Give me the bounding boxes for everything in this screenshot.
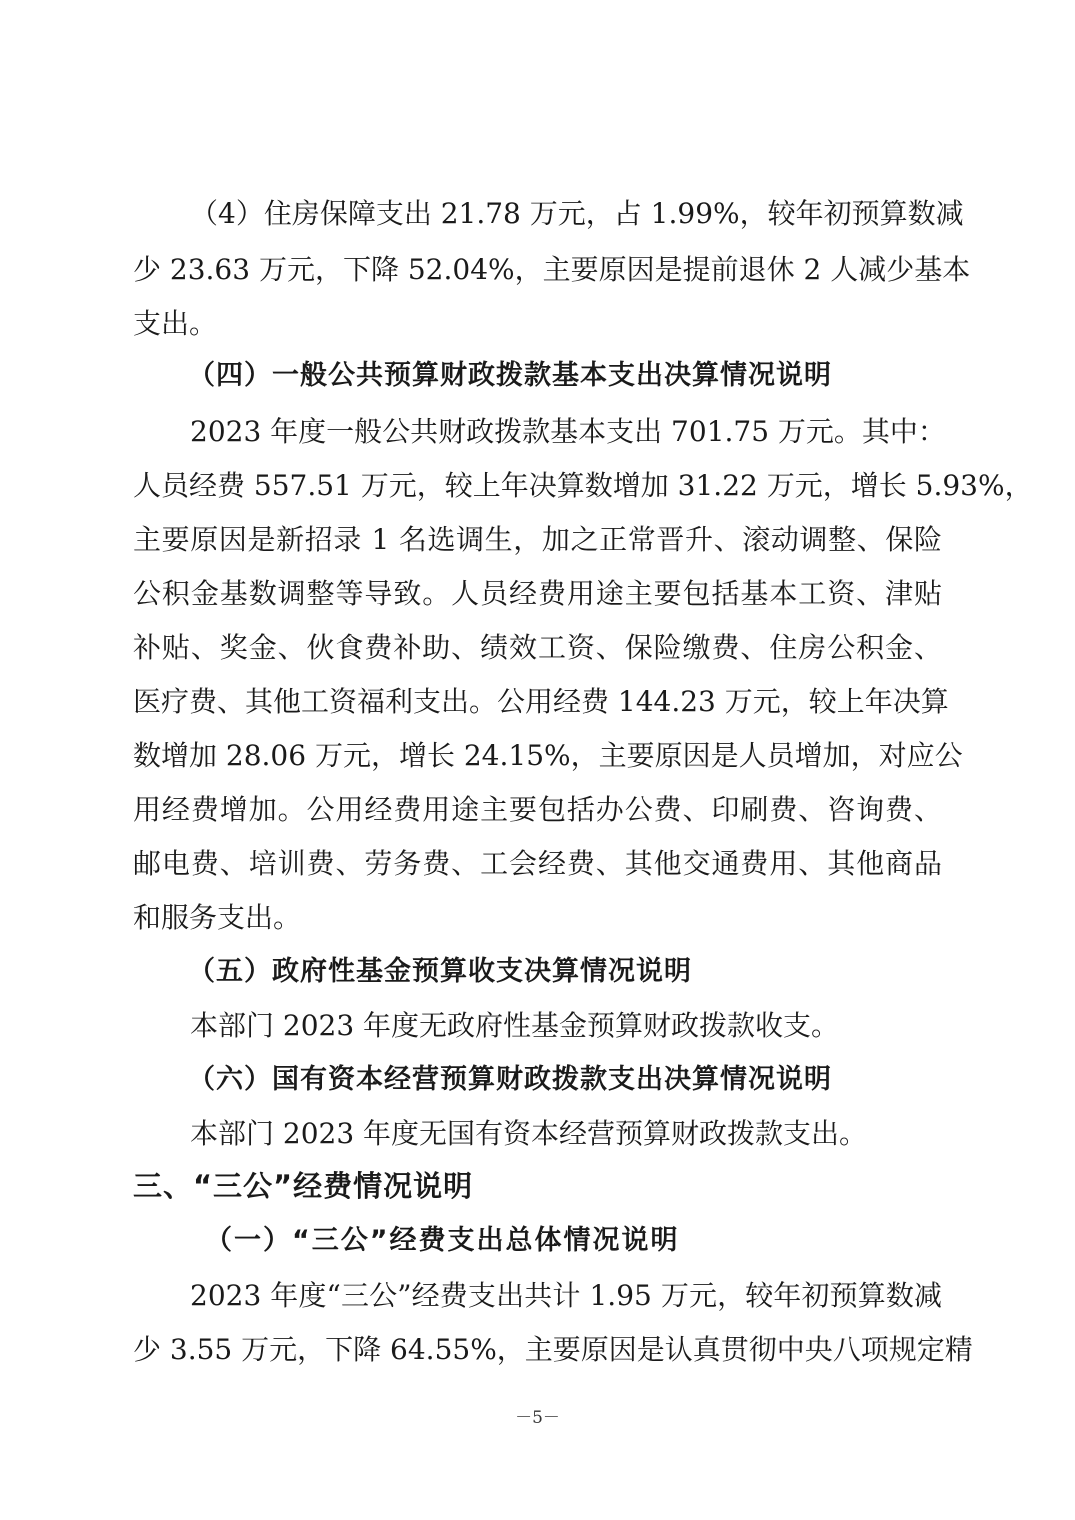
paragraph-line: 医疗费、其他工资福利支出。公用经费 144.23 万元，较上年决算 [133,685,949,718]
section-heading: （一）“三公”经费支出总体情况说明 [205,1225,680,1256]
paragraph-line: 本部门 2023 年度无国有资本经营预算财政拨款支出。 [190,1117,868,1150]
section-heading: （五）政府性基金预算收支决算情况说明 [188,956,692,987]
section-heading: （四）一般公共预算财政拨款基本支出决算情况说明 [188,360,832,391]
paragraph-line: 2023 年度“三公”经费支出共计 1.95 万元，较年初预算数减 [190,1279,942,1312]
paragraph-line: 本部门 2023 年度无政府性基金预算财政拨款收支。 [190,1009,840,1042]
paragraph-line: （4）住房保障支出 21.78 万元，占 1.99%，较年初预算数减 [190,197,964,230]
paragraph-line: 少 23.63 万元，下降 52.04%，主要原因是提前退休 2 人减少基本 [133,253,971,286]
paragraph-line: 和服务支出。 [133,901,302,934]
paragraph-line: 人员经费 557.51 万元，较上年决算数增加 31.22 万元，增长 5.93%， [133,469,1033,502]
section-heading: （六）国有资本经营预算财政拨款支出决算情况说明 [188,1064,832,1095]
paragraph-line: 2023 年度一般公共财政拨款基本支出 701.75 万元。其中： [190,415,946,448]
paragraph-line: 主要原因是新招录 1 名选调生，加之正常晋升、滚动调整、保险 [133,523,942,556]
paragraph-line: 公积金基数调整等导致。人员经费用途主要包括基本工资、津贴 [133,577,942,610]
paragraph-line: 支出。 [133,307,218,340]
paragraph-line: 少 3.55 万元，下降 64.55%，主要原因是认真贯彻中央八项规定精 [133,1333,973,1366]
paragraph-line: 数增加 28.06 万元，增长 24.15%，主要原因是人员增加，对应公 [133,739,963,772]
paragraph-line: 邮电费、培训费、劳务费、工会经费、其他交通费用、其他商品 [133,847,942,880]
paragraph-line: 补贴、奖金、伙食费补助、绩效工资、保险缴费、住房公积金、 [133,631,942,664]
page-number: －5－ [515,1408,560,1428]
paragraph-line: 用经费增加。公用经费用途主要包括办公费、印刷费、咨询费、 [133,793,942,826]
chapter-heading: 三、“三公”经费情况说明 [133,1169,474,1203]
